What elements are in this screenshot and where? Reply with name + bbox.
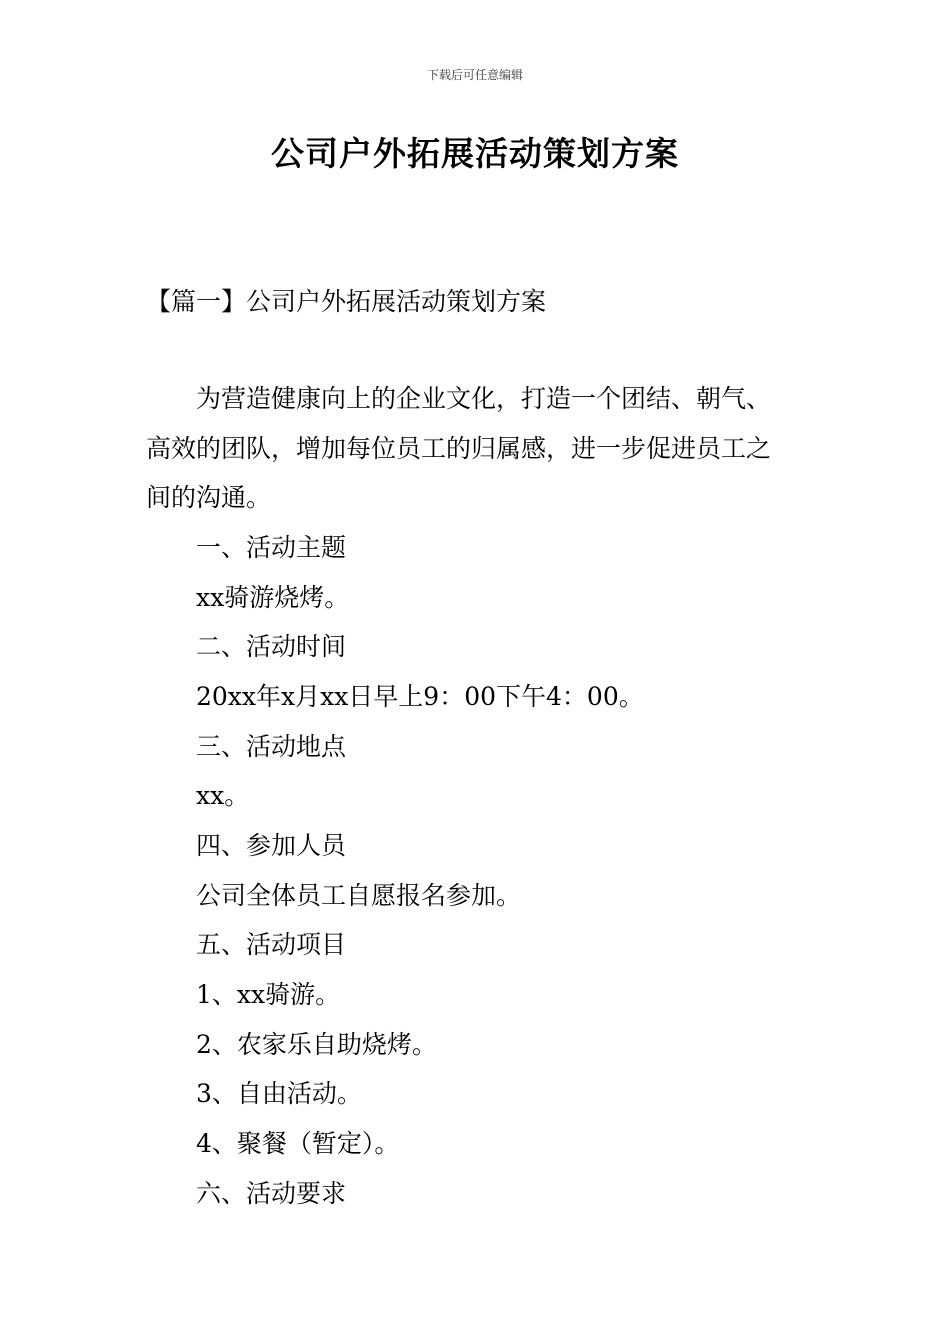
text-activity-location: xx。 xyxy=(196,781,250,810)
document-title: 公司户外拓展活动策划方案 xyxy=(271,134,679,173)
text-activity-time: 20xx年x月xx日早上9：00下午4：00。 xyxy=(196,682,644,711)
heading-activity-items: 五、活动项目 xyxy=(196,930,347,959)
heading-activity-requirements: 六、活动要求 xyxy=(196,1179,347,1208)
text-activity-theme: xx骑游烧烤。 xyxy=(196,583,350,612)
activity-item-1: 1、xx骑游。 xyxy=(196,980,341,1009)
activity-item-2: 2、农家乐自助烧烤。 xyxy=(196,1030,437,1059)
heading-activity-theme: 一、活动主题 xyxy=(196,533,347,562)
intro-line-1: 为营造健康向上的企业文化，打造一个团结、朝气、 xyxy=(196,384,772,413)
activity-item-4: 4、聚餐（暂定）。 xyxy=(196,1129,400,1158)
intro-line-2: 高效的团队，增加每位员工的归属感，进一步促进员工之 xyxy=(146,434,772,463)
heading-activity-time: 二、活动时间 xyxy=(196,632,347,661)
activity-item-3: 3、自由活动。 xyxy=(196,1079,362,1108)
heading-participants: 四、参加人员 xyxy=(196,831,347,860)
intro-line-3: 间的沟通。 xyxy=(146,483,272,512)
header-note: 下载后可任意编辑 xyxy=(426,68,523,82)
heading-activity-location: 三、活动地点 xyxy=(196,732,347,761)
text-participants: 公司全体员工自愿报名参加。 xyxy=(196,881,522,910)
section-heading: 【篇一】公司户外拓展活动策划方案 xyxy=(146,287,547,316)
